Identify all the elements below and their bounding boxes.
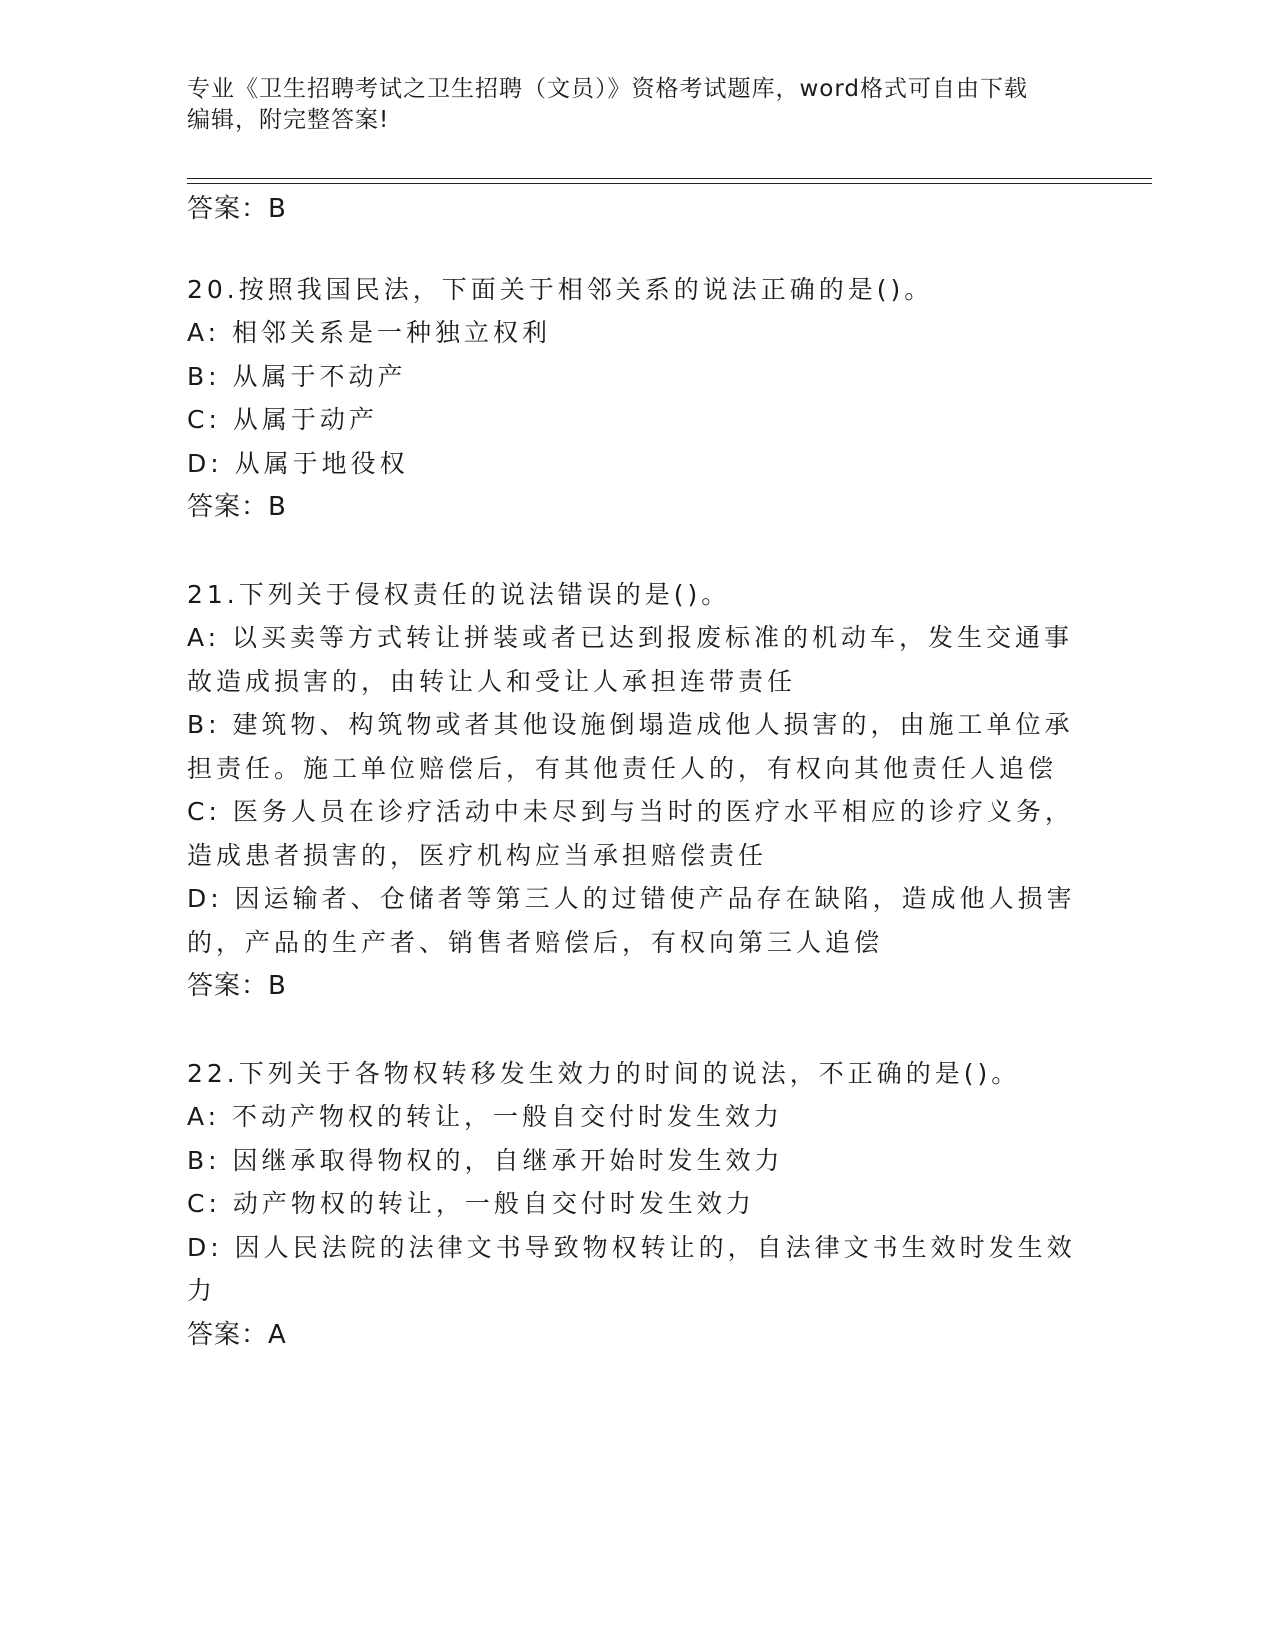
question-22-option-d-line1: D: 因人民法院的法律文书导致物权转让的，自法律文书生效时发生效: [187, 1233, 1076, 1262]
question-20-answer: 答案：B: [187, 492, 287, 522]
question-20-option-b: B: 从属于不动产: [187, 362, 407, 391]
question-21-option-c-line2: 造成患者损害的，医疗机构应当承担赔偿责任: [187, 841, 768, 870]
header-divider-bottom: [187, 183, 1152, 184]
question-22-option-c: C: 动产物权的转让，一般自交付时发生效力: [187, 1189, 755, 1218]
question-22-stem: 22.下列关于各物权转移发生效力的时间的说法，不正确的是()。: [187, 1059, 1021, 1088]
question-22-option-d-line2: 力: [187, 1276, 217, 1305]
answer-previous: 答案：B: [187, 194, 287, 224]
question-20-stem: 20.按照我国民法，下面关于相邻关系的说法正确的是()。: [187, 275, 934, 304]
question-20-option-d: D: 从属于地役权: [187, 449, 409, 478]
question-21-option-c-line1: C: 医务人员在诊疗活动中未尽到与当时的医疗水平相应的诊疗义务，: [187, 797, 1074, 826]
question-21-option-b-line1: B: 建筑物、构筑物或者其他设施倒塌造成他人损害的，由施工单位承: [187, 710, 1074, 739]
question-22-answer: 答案：A: [187, 1320, 287, 1350]
question-20-option-c: C: 从属于动产: [187, 405, 378, 434]
question-20-option-a: A: 相邻关系是一种独立权利: [187, 318, 552, 347]
question-22-option-b: B: 因继承取得物权的，自继承开始时发生效力: [187, 1146, 784, 1175]
question-21-option-d-line1: D: 因运输者、仓储者等第三人的过错使产品存在缺陷，造成他人损害: [187, 884, 1076, 913]
header-line-1: 专业《卫生招聘考试之卫生招聘（文员）》资格考试题库，word格式可自由下载: [187, 76, 1029, 102]
header-divider-top: [187, 178, 1152, 179]
question-21-option-a-line1: A: 以买卖等方式转让拼装或者已达到报废标准的机动车，发生交通事: [187, 623, 1074, 652]
question-22-option-a: A: 不动产物权的转让，一般自交付时发生效力: [187, 1102, 784, 1131]
question-21-stem: 21.下列关于侵权责任的说法错误的是()。: [187, 580, 731, 609]
header-line-2: 编辑，附完整答案!: [187, 107, 390, 133]
question-21-option-a-line2: 故造成损害的，由转让人和受让人承担连带责任: [187, 667, 797, 696]
question-21-answer: 答案：B: [187, 971, 287, 1001]
document-header: [187, 74, 1077, 136]
question-21-option-b-line2: 担责任。施工单位赔偿后，有其他责任人的，有权向其他责任人追偿: [187, 754, 1058, 783]
question-21-option-d-line2: 的，产品的生产者、销售者赔偿后，有权向第三人追偿: [187, 928, 884, 957]
